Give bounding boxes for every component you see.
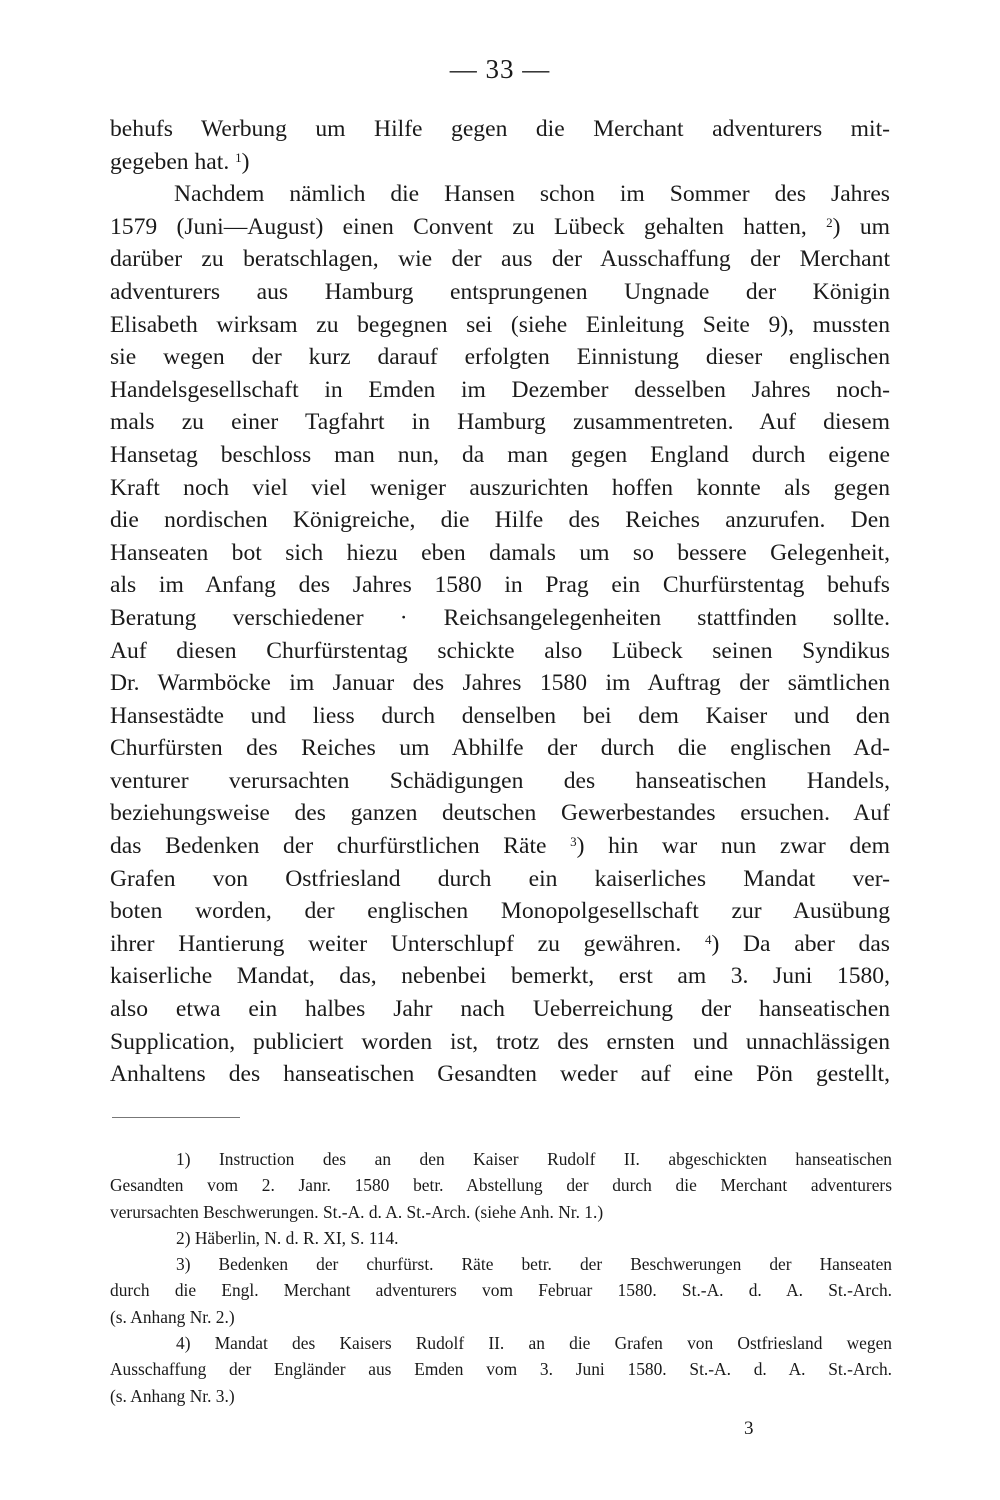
body-line: als im Anfang des Jahres 1580 in Prag ein Churfürstentag behufs <box>110 572 890 599</box>
body-line: Hanseaten bot sich hiezu eben damals um so bessere Gelegenheit, <box>110 539 890 566</box>
body-line: darüber zu beratschlagen, wie der aus der Ausschaffung der Merchant <box>110 246 890 273</box>
body-line: boten worden, der englischen Monopolgesellschaft zur Ausübung <box>110 898 890 925</box>
footnote-line: (s. Anhang Nr. 2.) <box>110 1306 235 1327</box>
body-line: Anhaltens des hanseatischen Gesandten weder auf eine Pön gestellt, <box>110 1061 890 1088</box>
body-line: venturer verursachten Schädigungen des hanseatischen Handels, <box>110 767 890 794</box>
body-line: kaiserliche Mandat, das, nebenbei bemerkt, erst am 3. Juni 1580, <box>110 963 890 990</box>
body-line: Grafen von Ostfriesland durch ein kaiserliches Mandat ver- <box>110 865 890 892</box>
footnote-line: 1) Instruction des an den Kaiser Rudolf II. abgeschickten hanseatischen <box>176 1149 892 1169</box>
body-line: die nordischen Königreiche, die Hilfe des Reiches anzurufen. Den <box>110 507 890 534</box>
body-line: Dr. Warmböcke im Januar des Jahres 1580 im Auftrag der sämtlichen <box>110 670 890 697</box>
body-line: Hansetag beschloss man nun, da man gegen England durch eigene <box>110 441 890 468</box>
footnote-line: 4) Mandat des Kaisers Rudolf II. an die Grafen von Ostfriesland wegen <box>176 1333 892 1354</box>
body-line: Nachdem nämlich die Hansen schon im Sommer des Jahres <box>174 181 890 208</box>
body-line: gegeben hat. $^1$) <box>110 148 250 175</box>
body-line: 1579 (Juni—August) einen Convent zu Lübeck gehalten hatten, $^2$) um <box>110 213 890 240</box>
footnote-line: 2) Häberlin, N. d. R. XI, S. 114. <box>176 1227 399 1248</box>
footnotes <box>110 1146 892 1409</box>
signature-mark: 3 <box>744 1418 754 1439</box>
footnote-ref[interactable]: 1 <box>235 149 242 165</box>
body-line: Hansestädte und liess durch denselben bei dem Kaiser und den <box>110 702 890 729</box>
body-line: Handelsgesellschaft in Emden im Dezember desselben Jahres noch- <box>110 376 890 403</box>
footnote-ref[interactable]: 4 <box>704 931 712 947</box>
body-line: behufs Werbung um Hilfe gegen die Merchant adventurers mit- <box>110 116 890 142</box>
body-line: mals zu einer Tagfahrt in Hamburg zusammentreten. Auf diesem <box>110 409 890 436</box>
body-line: adventurers aus Hamburg entsprungenen Ungnade der Königin <box>110 278 890 305</box>
body-line: Elisabeth wirksam zu begegnen sei (siehe Einleitung Seite 9), mussten <box>110 311 890 338</box>
body-text <box>110 113 890 1091</box>
footnote-line: verursachten Beschwerungen. St.-A. d. A. St.-Arch. (siehe Anh. Nr. 1.) <box>110 1201 604 1222</box>
body-line: also etwa ein halbes Jahr nach Ueberreichung der hanseatischen <box>110 996 890 1023</box>
footnote-divider <box>112 1117 240 1118</box>
body-line: Churfürsten des Reiches um Abhilfe der durch die englischen Ad- <box>110 735 890 762</box>
footnote-line: durch die Engl. Merchant adventurers vom Februar 1580. St.-A. d. A. St.-Arch. <box>110 1280 892 1301</box>
footnote-ref[interactable]: 3 <box>570 834 577 850</box>
body-line: Auf diesen Churfürstentag schickte also Lübeck seinen Syndikus <box>110 637 890 664</box>
body-line: Kraft noch viel viel weniger auszurichten hoffen konnte als gegen <box>110 474 890 501</box>
footnote-line: Ausschaffung der Engländer aus Emden vom 3. Juni 1580. St.-A. d. A. St.-Arch. <box>110 1359 892 1380</box>
page-header: — 33 — <box>449 54 551 84</box>
body-line: sie wegen der kurz darauf erfolgten Einnistung dieser englischen <box>110 344 890 371</box>
footnote-ref[interactable]: 2 <box>826 214 833 230</box>
body-line: Beratung verschiedener · Reichsangelegenheiten stattfinden sollte. <box>110 604 890 631</box>
body-line: das Bedenken der churfürstlichen Räte $^3$) hin war nun zwar dem <box>110 833 890 860</box>
footnote-line: 3) Bedenken der churfürst. Räte betr. der Beschwerungen der Hanseaten <box>176 1254 892 1275</box>
body-line: Supplication, publiciert worden ist, trotz des ernsten und unnachlässigen <box>110 1028 890 1055</box>
body-line: ihrer Hantierung weiter Unterschlupf zu gewähren. $^4$) Da aber das <box>110 930 890 957</box>
footnote-line: Gesandten vom 2. Janr. 1580 betr. Abstellung der durch die Merchant adventurers <box>110 1175 892 1196</box>
footnote-line: (s. Anhang Nr. 3.) <box>110 1385 235 1406</box>
body-line: beziehungsweise des ganzen deutschen Gewerbestandes ersuchen. Auf <box>110 800 890 827</box>
